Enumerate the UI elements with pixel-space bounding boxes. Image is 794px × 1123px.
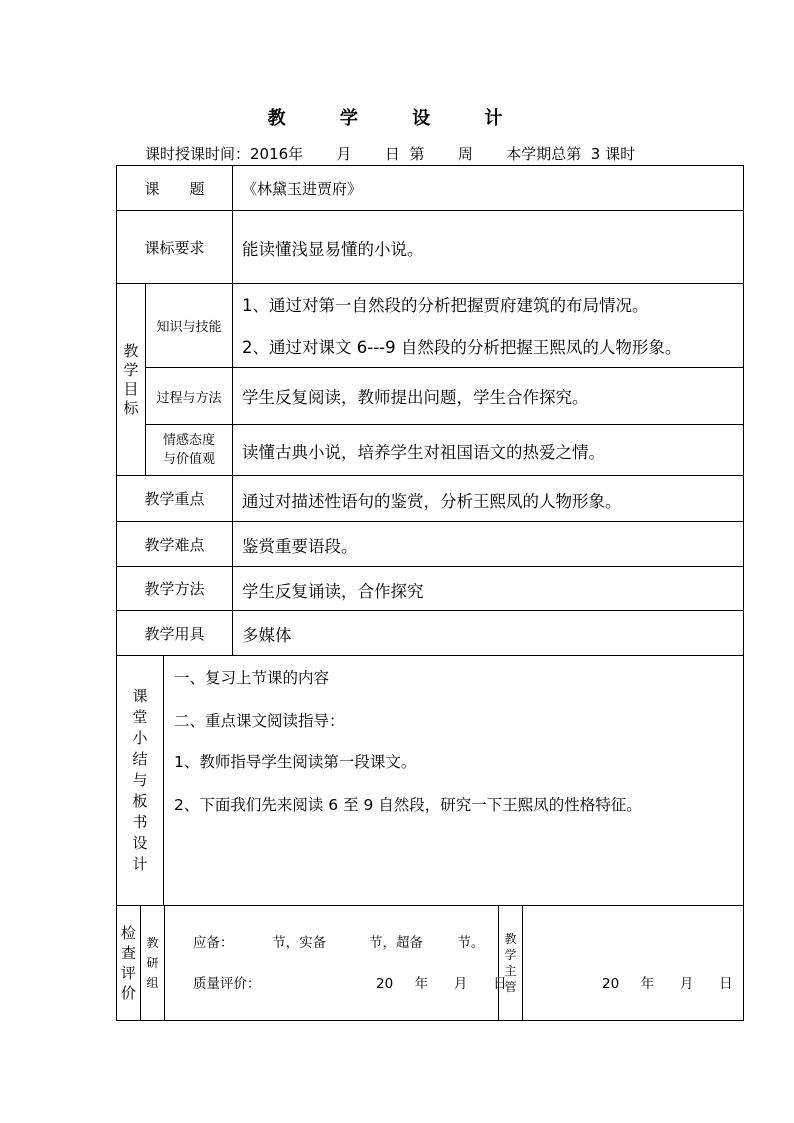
research-group-label bbox=[141, 906, 164, 1020]
check-label bbox=[117, 906, 140, 1020]
standard-value: 能读懂浅显易懂的小说。 bbox=[242, 240, 424, 259]
method-label: 教学方法 bbox=[144, 580, 205, 598]
board-line-4: 2、下面我们先来阅读 6 至 9 自然段，研究一下王熙凤的性格特征。 bbox=[174, 796, 642, 814]
tools-label: 教学用具 bbox=[144, 624, 205, 643]
method-value: 学生反复诵读，合作探究 bbox=[242, 582, 424, 601]
difficulty-value: 鉴赏重要语段。 bbox=[242, 537, 358, 556]
check-label-char: 检 bbox=[120, 924, 136, 942]
board-label-char: 计 bbox=[132, 855, 148, 873]
goals-label-char: 教 bbox=[123, 341, 139, 360]
group-label-char: 教 bbox=[146, 936, 159, 950]
group-label-char: 研 bbox=[146, 956, 159, 970]
group-sign-date: 20 年 月 日 bbox=[376, 976, 507, 992]
emotion-label-line: 情感态度 bbox=[162, 433, 215, 448]
board-label-char: 板 bbox=[132, 792, 148, 810]
board-label-char: 堂 bbox=[132, 708, 148, 726]
goals-label-char: 目 bbox=[123, 379, 139, 398]
knowledge-value-1: 1、通过对第一自然段的分析把握贾府建筑的布局情况。 bbox=[242, 296, 649, 315]
board-label bbox=[117, 656, 163, 905]
knowledge-label: 知识与技能 bbox=[156, 320, 222, 335]
lesson-prep-count: 应备： 节，实备 节，超备 节。 bbox=[193, 935, 485, 951]
supervisor-sign-date: 20 年 月 日 bbox=[602, 976, 733, 992]
supervisor-label-char: 管 bbox=[504, 980, 517, 994]
check-label-char: 价 bbox=[120, 984, 136, 1002]
check-label-char: 评 bbox=[120, 964, 136, 982]
goals-label-char: 标 bbox=[123, 398, 139, 417]
process-label: 过程与方法 bbox=[156, 390, 222, 406]
difficulty-label: 教学难点 bbox=[144, 535, 205, 554]
topic-label: 课 题 bbox=[144, 179, 205, 198]
emotion-label bbox=[146, 425, 232, 475]
supervisor-label-char: 主 bbox=[504, 964, 517, 978]
emotion-label-line: 与价值观 bbox=[162, 452, 215, 467]
page-title: 教 学 设 计 bbox=[267, 108, 527, 129]
board-label-char: 设 bbox=[132, 834, 148, 852]
supervisor-label bbox=[499, 906, 522, 1020]
check-label-char: 查 bbox=[120, 944, 136, 962]
focus-value: 通过对描述性语句的鉴赏，分析王熙凤的人物形象。 bbox=[242, 492, 622, 511]
board-line-2: 二、重点课文阅读指导： bbox=[174, 712, 345, 730]
supervisor-label-char: 学 bbox=[504, 948, 517, 962]
topic-value: 《林黛玉进贾府》 bbox=[242, 180, 363, 198]
board-label-char: 结 bbox=[132, 750, 148, 768]
quality-eval-label: 质量评价： bbox=[193, 976, 261, 992]
process-value: 学生反复阅读，教师提出问题，学生合作探究。 bbox=[242, 388, 589, 407]
emotion-value: 读懂古典小说，培养学生对祖国语文的热爱之情。 bbox=[242, 443, 605, 462]
group-label-char: 组 bbox=[146, 976, 159, 990]
schedule-line: 课时授课时间：2016年 月 日 第 周 本学期总第 3 课时 bbox=[145, 145, 636, 163]
board-line-3: 1、教师指导学生阅读第一段课文。 bbox=[174, 753, 417, 771]
tools-value: 多媒体 bbox=[242, 626, 292, 645]
standard-label: 课标要求 bbox=[144, 238, 205, 257]
knowledge-value-2: 2、通过对课文 6---9 自然段的分析把握王熙凤的人物形象。 bbox=[242, 338, 682, 357]
goals-label bbox=[117, 284, 145, 475]
supervisor-label-char: 教 bbox=[504, 932, 517, 946]
goals-label-char: 学 bbox=[123, 360, 139, 379]
board-label-char: 小 bbox=[132, 729, 148, 747]
focus-label: 教学重点 bbox=[144, 490, 205, 508]
board-label-char: 书 bbox=[132, 813, 148, 831]
board-label-char: 与 bbox=[132, 771, 148, 789]
board-label-char: 课 bbox=[132, 687, 148, 705]
board-line-1: 一、复习上节课的内容 bbox=[174, 669, 330, 687]
